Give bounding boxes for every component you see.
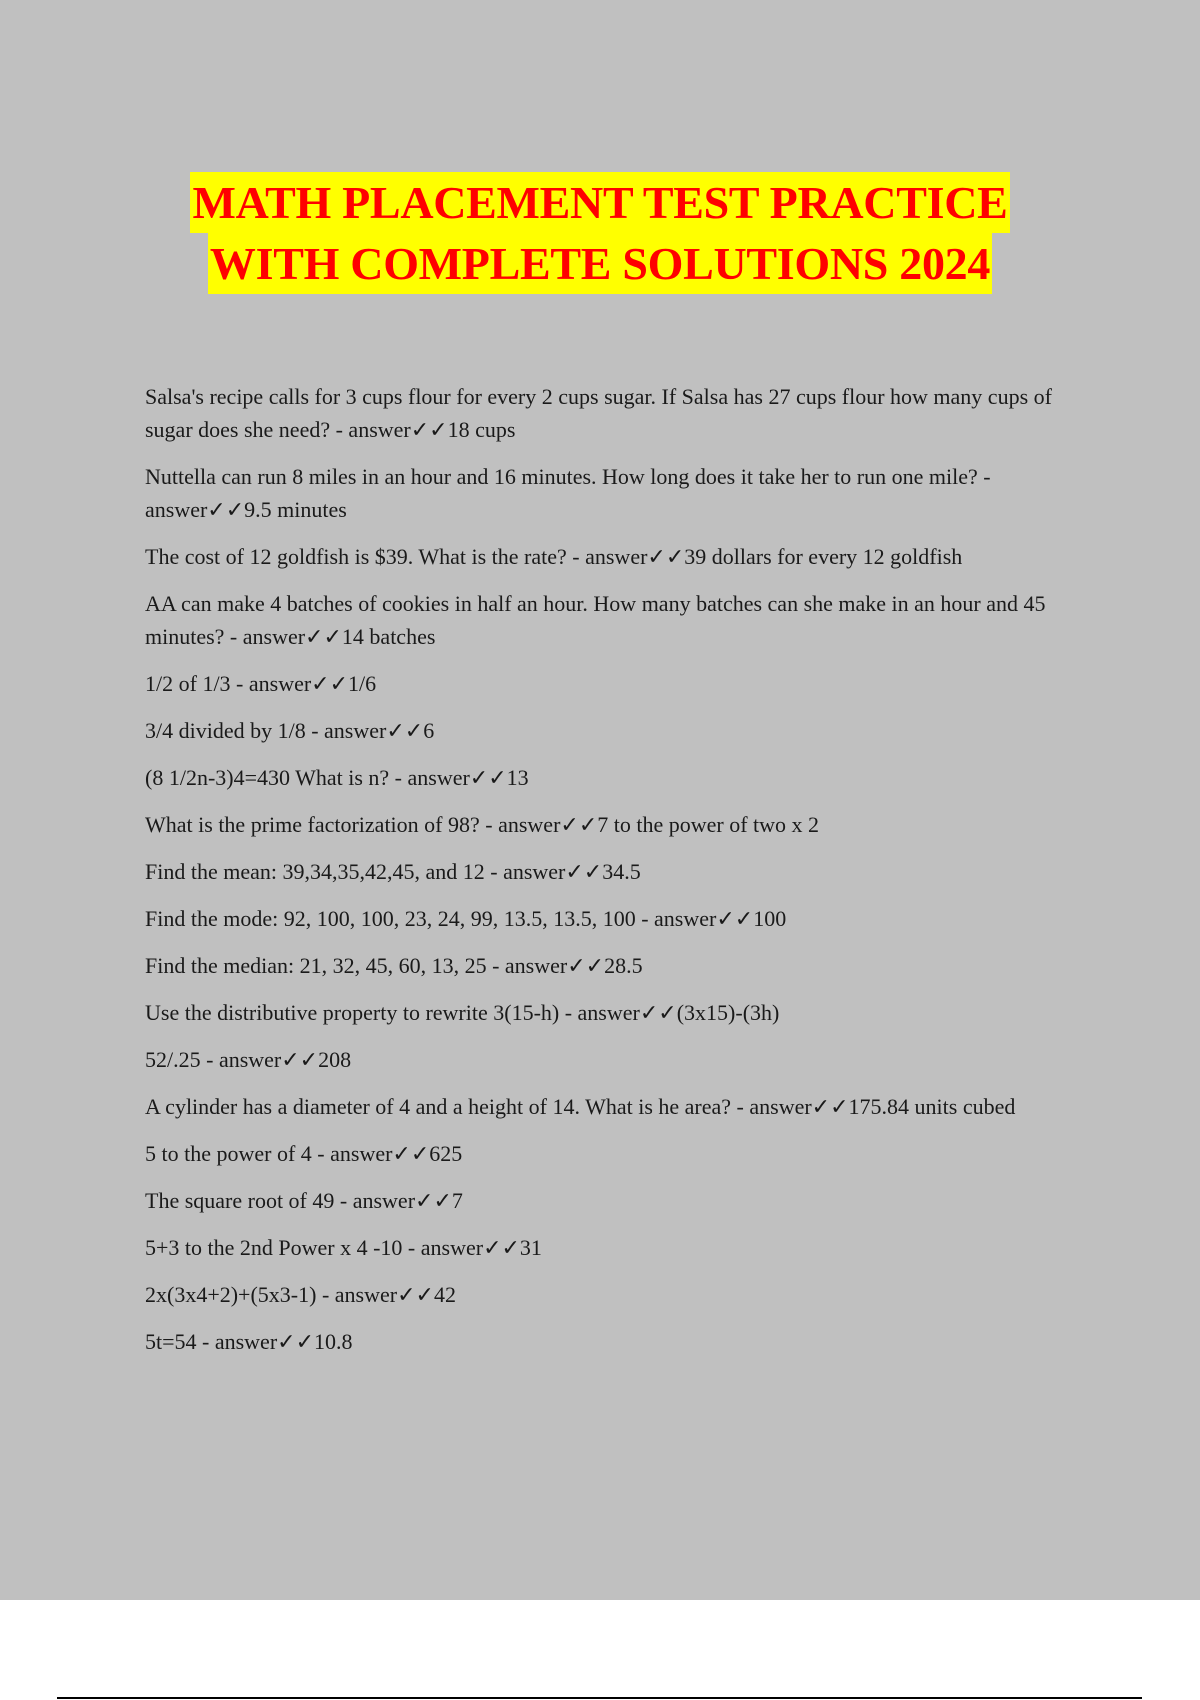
qa-item: The square root of 49 - answer✓✓7 bbox=[145, 1188, 463, 1213]
qa-item: Use the distributive property to rewrite 3(15-h) - answer✓✓(3x15)-(3h) bbox=[145, 1000, 780, 1025]
document-title bbox=[0, 172, 1200, 294]
qa-item: 3/4 divided by 1/8 - answer✓✓6 bbox=[145, 718, 435, 743]
qa-item: 5 to the power of 4 - answer✓✓625 bbox=[145, 1141, 463, 1166]
qa-item: 5+3 to the 2nd Power x 4 -10 - answer✓✓31 bbox=[145, 1235, 542, 1260]
qa-item: A cylinder has a diameter of 4 and a height of 14. What is he area? - answer✓✓175.84 units cubed bbox=[145, 1094, 1016, 1119]
qa-item: Find the median: 21, 32, 45, 60, 13, 25 - answer✓✓28.5 bbox=[145, 953, 643, 978]
qa-item: AA can make 4 batches of cookies in half an hour. How many batches can she make in an hour and 45 minutes? - answer✓✓14 batches bbox=[145, 591, 1046, 649]
qa-item: 52/.25 - answer✓✓208 bbox=[145, 1047, 352, 1072]
qa-item: Find the mean: 39,34,35,42,45, and 12 - answer✓✓34.5 bbox=[145, 859, 641, 884]
qa-item: Nuttella can run 8 miles in an hour and 16 minutes. How long does it take her to run one mile? - answer✓✓9.5 minutes bbox=[145, 464, 991, 522]
qa-item: What is the prime factorization of 98? - answer✓✓7 to the power of two x 2 bbox=[145, 812, 820, 837]
title-line-1: MATH PLACEMENT TEST PRACTICE bbox=[190, 172, 1009, 233]
question-answer-list bbox=[145, 380, 1075, 1372]
footer-divider bbox=[57, 1697, 1142, 1699]
title-line-2: WITH COMPLETE SOLUTIONS 2024 bbox=[208, 233, 992, 294]
qa-item: 5t=54 - answer✓✓10.8 bbox=[145, 1329, 353, 1354]
qa-item: The cost of 12 goldfish is $39. What is the rate? - answer✓✓39 dollars for every 12 goldfish bbox=[145, 544, 963, 569]
qa-item: Find the mode: 92, 100, 100, 23, 24, 99, 13.5, 13.5, 100 - answer✓✓100 bbox=[145, 906, 787, 931]
qa-item: 1/2 of 1/3 - answer✓✓1/6 bbox=[145, 671, 377, 696]
qa-item: Salsa's recipe calls for 3 cups flour for every 2 cups sugar. If Salsa has 27 cups flour how many cups of sugar does she need? - answer✓✓18 cups bbox=[145, 384, 1052, 442]
qa-item: 2x(3x4+2)+(5x3-1) - answer✓✓42 bbox=[145, 1282, 456, 1307]
qa-item: (8 1/2n-3)4=430 What is n? - answer✓✓13 bbox=[145, 765, 529, 790]
